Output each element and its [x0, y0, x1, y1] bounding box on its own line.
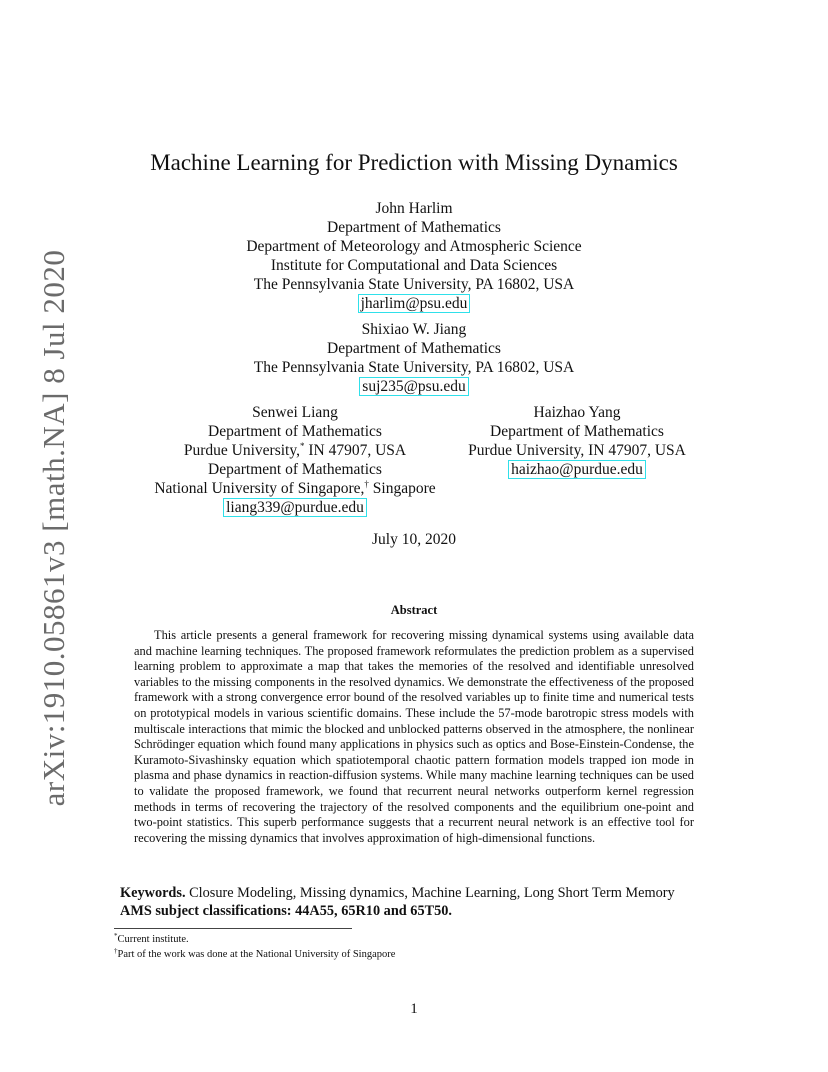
footnote-divider	[114, 928, 352, 929]
affiliation-line: The Pennsylvania State University, PA 16802, USA	[253, 276, 575, 293]
author-name: Senwei Liang	[252, 404, 338, 421]
email-link-jiang[interactable]: suj235@psu.edu	[359, 377, 468, 396]
affiliation-line: Department of Mathematics	[208, 423, 382, 440]
keywords-label: Keywords.	[120, 885, 186, 901]
abstract-heading: Abstract	[390, 603, 438, 617]
footnote: *Current institute.	[114, 932, 189, 945]
footnote: †Part of the work was done at the National University of Singapore	[114, 947, 396, 960]
affiliation-line: The Pennsylvania State University, PA 16802, USA	[253, 359, 575, 376]
affiliation-line: Department of Mathematics	[490, 423, 664, 440]
author-liang	[120, 403, 470, 517]
paper-title: Machine Learning for Prediction with Missing Dynamics	[150, 150, 678, 175]
affiliation-line: Department of Mathematics	[208, 461, 382, 478]
keywords-section	[120, 884, 720, 920]
affiliation-line: Department of Meteorology and Atmospheric Science	[246, 238, 582, 255]
affiliation-line: Department of Mathematics	[327, 340, 501, 357]
arxiv-identifier: arXiv:1910.05861v3 [math.NA] 8 Jul 2020	[36, 249, 71, 807]
email-link-harlim[interactable]: jharlim@psu.edu	[358, 294, 471, 313]
paper-date: July 10, 2020	[372, 531, 456, 548]
ams-classification: AMS subject classifications: 44A55, 65R10 and 65T50.	[120, 903, 453, 919]
author-name: Shixiao W. Jiang	[361, 321, 467, 338]
page-number: 1	[410, 1001, 418, 1017]
footnotes	[114, 932, 395, 962]
author-name: John Harlim	[375, 200, 453, 217]
footnote-marker[interactable]: †	[364, 479, 369, 489]
affiliation-line: Institute for Computational and Data Sciences	[270, 257, 558, 274]
keywords-text: Closure Modeling, Missing dynamics, Machine Learning, Long Short Term Memory	[185, 885, 675, 901]
affiliation-line: Purdue University,* IN 47907, USA	[183, 441, 407, 459]
affiliation-line: Purdue University, IN 47907, USA	[468, 442, 686, 459]
affiliation-line: Department of Mathematics	[327, 219, 501, 236]
author-harlim	[0, 199, 828, 313]
email-link-yang[interactable]: haizhao@purdue.edu	[508, 460, 646, 479]
footnote-marker[interactable]: *	[299, 441, 305, 451]
email-link-liang[interactable]: liang339@purdue.edu	[223, 498, 367, 517]
author-name: Haizhao Yang	[533, 404, 621, 421]
abstract-body: This article presents a general framework for recovering missing dynamical systems using available data and machine learning techniques. The proposed framework reformulates the prediction problem as a supervised learning problem to approximate a map that takes the memories of the resolved and identifiable unresolved variables to the missing components in the resolved dynamics. We demonstrate the effectiveness of the proposed framework with a strong convergence error bound of the resolved variables up to finite time and numerical tests on prototypical models in various scientific domains. These include the 57-mode barotropic stress models with multiscale interactions that mimic the blocked and unblocked patterns observed in the atmosphere, the nonlinear Schrödinger equation which found many applications in physics such as optics and Bose-Einstein-Condense, the Kuramoto-Sivashinsky equation which spatiotemporal chaotic pattern formation models trapped ion mode in plasma and phase dynamics in reaction-diffusion systems. While many machine learning techniques can be used to validate the proposed framework, we found that recurrent neural networks outperform kernel regression methods in terms of recovering the trajectory of the resolved components and the equilibrium one-point and two-point statistics. This superb performance suggests that a recurrent neural network is an effective tool for recovering the missing dynamics that involves approximation of high-dimensional functions.	[134, 628, 694, 845]
author-jiang	[0, 320, 828, 396]
affiliation-line: National University of Singapore,† Singapore	[154, 479, 436, 497]
author-yang	[452, 403, 702, 479]
